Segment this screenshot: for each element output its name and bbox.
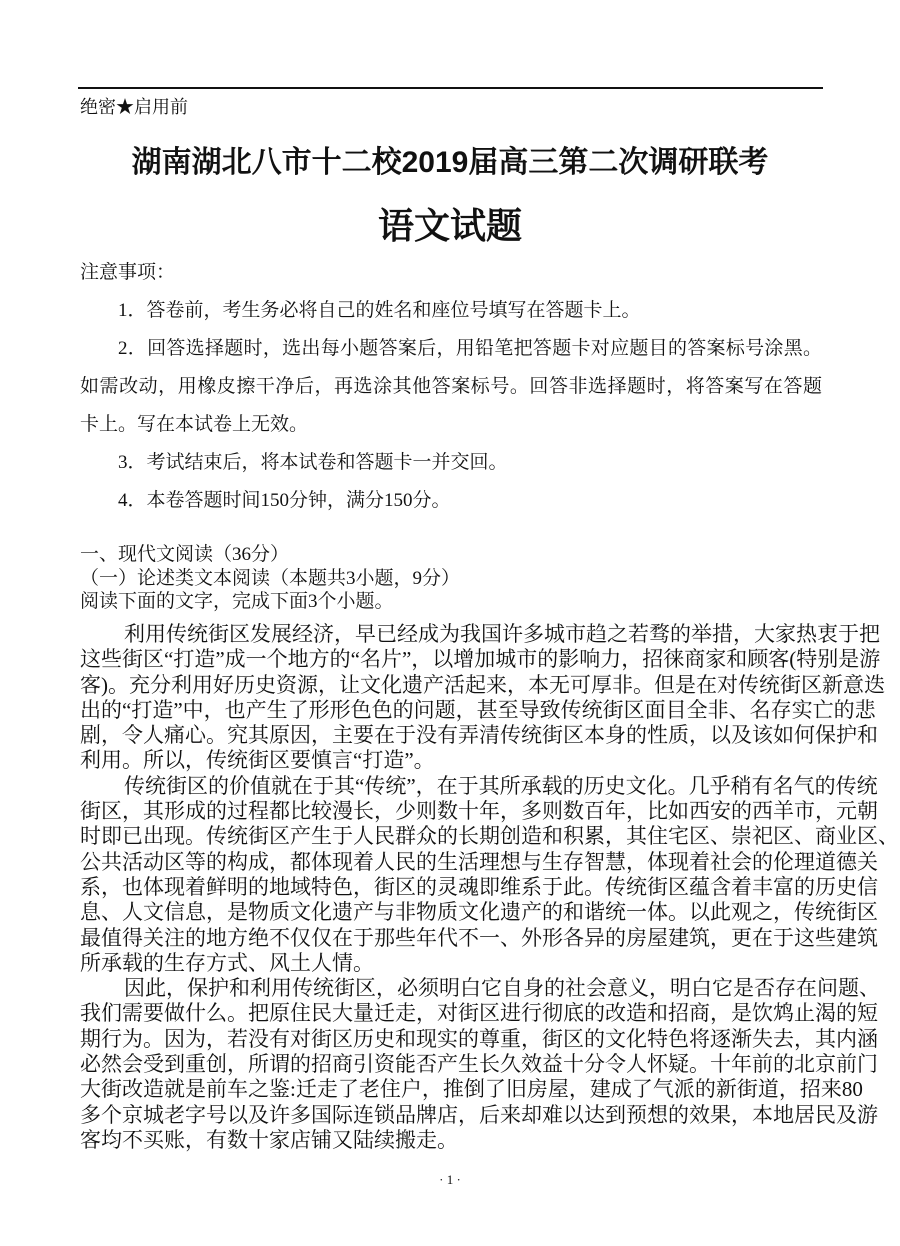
- passage-line: 时即已出现。传统街区产生于人民群众的长期创造和积累，其住宅区、崇祀区、商业区、: [80, 824, 899, 849]
- passage-line: 出的“打造”中，也产生了形形色色的问题，甚至导致传统街区面目全非、名存实亡的悲: [80, 697, 876, 722]
- passage-line: 最值得关注的地方绝不仅仅在于那些年代不一、外形各异的房屋建筑，更在于这些建筑: [80, 925, 878, 950]
- note-line: 2．回答选择题时，选出每小题答案后，用铅笔把答题卡对应题目的答案标号涂黑。: [118, 338, 822, 359]
- passage-paragraph: [80, 976, 880, 1153]
- passage-line: 利用。所以，传统街区要慎言“打造”。: [80, 748, 435, 773]
- exam-title: 湖南湖北八市十二校2019届高三第二次调研联考: [131, 146, 769, 179]
- notes-heading: 注意事项：: [80, 262, 176, 283]
- passage-line: 客均不买账，有数十家店铺又陆续搬走。: [80, 1127, 458, 1152]
- passage-line: 息、人文信息，是物质文化遗产与非物质文化遗产的和谐统一体。以此观之，传统街区: [80, 900, 878, 925]
- passage-line: 街区，其形成的过程都比较漫长，少则数十年，多则数百年，比如西安的西羊市，元朝: [80, 799, 878, 824]
- exam-subtitle: 语文试题: [377, 205, 522, 246]
- note-line: 卡上。写在本试卷上无效。: [80, 414, 309, 435]
- passage-line: 我们需要做什么。把原住民大量迁走，对街区进行彻底的改造和招商，是饮鸩止渴的短: [80, 1001, 878, 1026]
- confidential-label: 绝密★启用前: [80, 97, 188, 117]
- top-rule: [78, 87, 823, 89]
- passage-line: 利用传统街区发展经济，早已经成为我国许多城市趋之若骛的举措，大家热衷于把: [124, 622, 880, 646]
- page-number: · 1 ·: [439, 1172, 461, 1187]
- passage-line: 系，也体现着鲜明的地域特色，街区的灵魂即维系于此。传统街区蕴含着丰富的历史信: [80, 874, 878, 899]
- passage-line: 剧，令人痛心。究其原因，主要在于没有弄清传统街区本身的性质，以及该如何保护和: [80, 723, 878, 748]
- passage-line: 所承载的生存方式、风土人情。: [80, 950, 374, 975]
- passage-line: 必然会受到重创，所谓的招商引资能否产生长久效益十分令人怀疑。十年前的北京前门: [80, 1052, 878, 1077]
- reading-passage: [80, 622, 899, 1153]
- passage-line: 传统街区的价值就在于其“传统”，在于其所承载的历史文化。几乎稍有名气的传统: [124, 773, 878, 798]
- passage-line: 公共活动区等的构成，都体现着人民的生活理想与生存智慧，体现着社会的伦理道德关: [80, 849, 878, 874]
- note-line: 4．本卷答题时间150分钟，满分150分。: [118, 490, 451, 511]
- section-heading: 一、现代文阅读（36分）: [80, 544, 290, 565]
- passage-paragraph: [80, 773, 899, 976]
- section-header: [80, 543, 822, 614]
- passage-line: 期行为。因为，若没有对街区历史和现实的尊重，街区的文化特色将逐渐失去，其内涵: [80, 1026, 878, 1051]
- notes-section: [80, 254, 822, 520]
- note-line: 如需改动，用橡皮擦干净后，再选涂其他答案标号。回答非选择题时，将答案写在答题: [80, 376, 822, 397]
- section-subheading: （一）论述类文本阅读（本题共3小题，9分）: [80, 567, 461, 589]
- note-line: 1．答卷前，考生务必将自己的姓名和座位号填写在答题卡上。: [118, 300, 641, 321]
- passage-line: 大街改造就是前车之鉴:迁走了老住户，推倒了旧房屋，建成了气派的新街道，招来80: [80, 1077, 863, 1102]
- passage-paragraph: [80, 622, 885, 774]
- section-instruction: 阅读下面的文字，完成下面3个小题。: [80, 591, 394, 612]
- passage-line: 因此，保护和利用传统街区，必须明白它自身的社会意义，明白它是否存在问题、: [124, 976, 880, 1001]
- passage-line: 客)。充分利用好历史资源，让文化遗产活起来，本无可厚非。但是在对传统街区新意迭: [80, 672, 885, 697]
- passage-line: 这些街区“打造”成一个地方的“名片”，以增加城市的影响力，招徕商家和顾客(特别是游: [80, 647, 881, 672]
- note-line: 3．考试结束后，将本试卷和答题卡一并交回。: [118, 452, 508, 473]
- passage-line: 多个京城老字号以及许多国际连锁品牌店，后来却难以达到预想的效果，本地居民及游: [80, 1102, 878, 1127]
